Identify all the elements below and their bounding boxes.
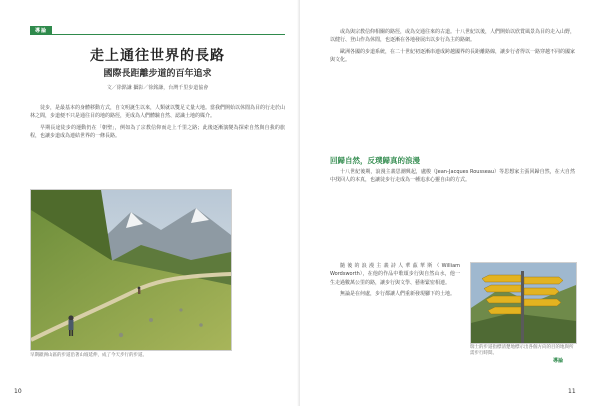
mountain-trail-photo <box>30 189 232 351</box>
section-heading: 回歸自然，反璞歸真的浪漫 <box>330 156 420 165</box>
body-paragraph: 或為與宗教信仰相關的路徑，或為交通往來的古道。十八世紀以後，人們開始以欣賞風景為目的走入山野，以健行、登山作為休閒，也逐漸在各地發展出以步行為主的路網。 <box>330 29 575 44</box>
tag-rule <box>30 34 285 35</box>
page-number-left: 10 <box>14 388 22 395</box>
section-tag: 導論 <box>30 26 52 35</box>
right-mid-text <box>330 168 575 260</box>
right-lower-text <box>330 262 460 372</box>
mountain-trail-illustration <box>31 190 231 350</box>
right-top-text <box>330 28 575 148</box>
photo-caption-left: 早期歐洲山區的步道沿著山坡延伸，成了今天步行的步道。 <box>30 353 147 358</box>
body-paragraph: 徒步，是最基本的身體移動方式，自文明誕生以來，人類就以雙足丈量大地。當我們開始以休閒為目的行走於山林之間，步道便不只是通往目的地的路徑，更成為人們體驗自然、認識土地的媒介。 <box>30 105 285 120</box>
article-title: 走上通往世界的長路 <box>90 48 225 64</box>
trail-sign-photo <box>470 262 577 344</box>
page-number-right: 11 <box>568 388 576 395</box>
byline: 文／徐銘謙 攝影／徐銘謙，台灣千里步道協會 <box>106 85 209 91</box>
body-paragraph: 隨後的浪漫主義詩人華茲華斯（William Wordsworth），在他的作品中歌頌步行與自然山水，他一生走過數萬公里的路，讓步行與文學、藝術緊密相連。 <box>330 263 460 286</box>
article-subtitle: 國際長距離步道的百年追求 <box>103 69 212 79</box>
body-paragraph: 十八世紀後期，浪漫主義思潮興起，盧梭（Jean-Jacques Rousseau）等思想家主張回歸自然，在大自然中找回人的本真，也讓徒步行走成為一種追求心靈自由的方式。 <box>330 169 575 184</box>
trail-signpost-illustration <box>471 263 576 343</box>
body-paragraph: 無論是在何處，步行都讓人們重新發現腳下的土地。 <box>340 291 456 298</box>
body-paragraph: 早期長途徒步的運動仍在「朝聖」，例如為了宗教信仰而走上千里之路；此後逐漸演變為探索自然與自我的旅程，也讓步道成為連結世界的一條長路。 <box>30 124 285 140</box>
left-body-text <box>30 104 285 184</box>
body-paragraph: 歐洲各國的步道系統，在二十世紀初逐漸串連成跨越國界的長距離路線，讓步行者得以一路穿越不同的國家與文化。 <box>330 48 575 64</box>
running-head: 導論 <box>553 358 564 364</box>
photo-caption-right: 瑞士的步道指標清楚地標示出各個方向的目的地與所需步行時間。 <box>470 345 574 356</box>
